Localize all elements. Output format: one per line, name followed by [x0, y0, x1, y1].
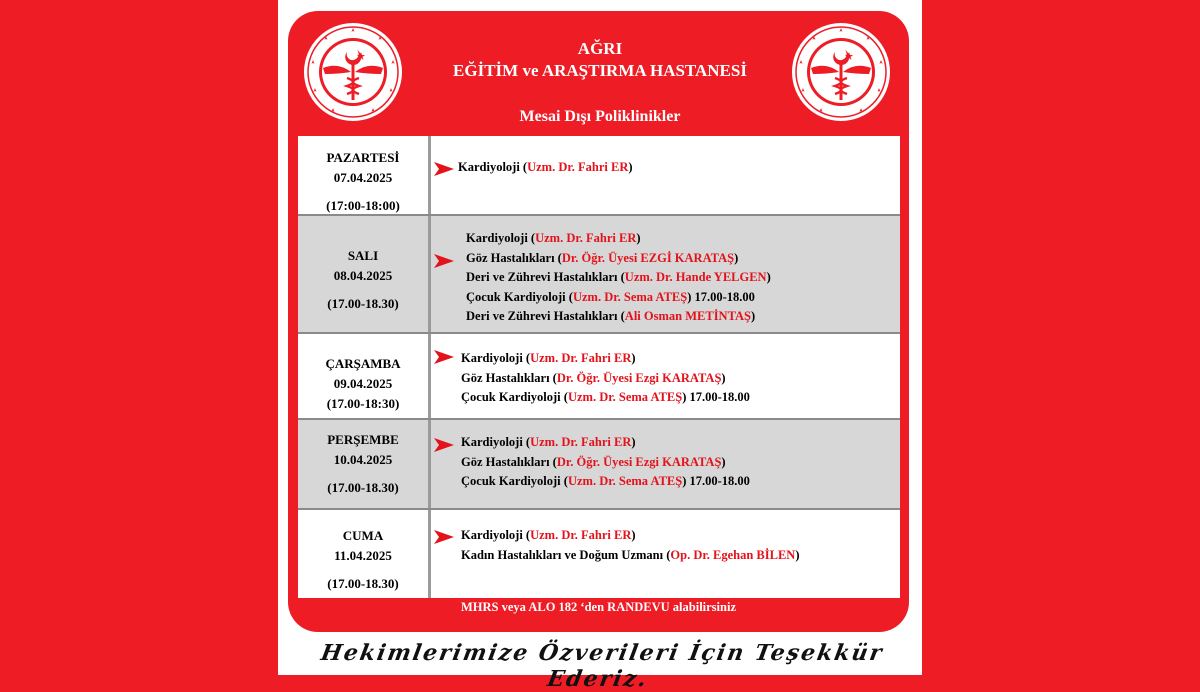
day-hours: (17:00-18:00) — [326, 198, 400, 213]
schedule-row-friday — [298, 510, 900, 598]
department: Göz Hastalıkları ( — [461, 454, 557, 469]
clinic-entry — [461, 453, 750, 473]
doctor-name: Uzm. Dr. Hande YELGEN — [624, 270, 767, 284]
clinic-entry — [461, 526, 799, 546]
doctor-name: Dr. Öğr. Üyesi EZGİ KARATAŞ — [561, 250, 735, 265]
clinic-entry — [461, 349, 750, 369]
doctor-name: Op. Dr. Egehan BİLEN — [670, 547, 796, 562]
day-date: 08.04.2025 — [333, 268, 393, 283]
entry-suffix: ) 17.00-18.00 — [687, 289, 755, 304]
day-name: PERŞEMBE — [327, 432, 399, 447]
department: Kardiyoloji ( — [461, 528, 531, 542]
entry-suffix: ) — [721, 454, 726, 469]
day-hours: (17.00-18:30) — [326, 396, 400, 411]
entry-suffix: ) 17.00-18.00 — [682, 390, 750, 404]
department: Göz Hastalıkları ( — [461, 370, 557, 385]
day-name: ÇARŞAMBA — [325, 356, 401, 371]
clinic-list — [461, 526, 799, 565]
arrow-right-icon — [434, 530, 454, 544]
entry-suffix: ) — [750, 309, 756, 323]
day-name: CUMA — [342, 528, 384, 543]
doctor-name: Uzm. Dr. Fahri ER — [530, 528, 632, 542]
clinic-entry — [461, 388, 750, 408]
day-hours: (17.00-18.30) — [327, 296, 399, 311]
department: Deri ve Zührevi Hastalıkları ( — [466, 270, 625, 284]
arrow-right-icon — [434, 254, 454, 268]
entry-suffix: ) — [631, 435, 636, 449]
page-subtitle: Mesai Dışı Poliklinikler — [519, 108, 681, 125]
doctor-name: Dr. Öğr. Üyesi Ezgi KARATAŞ — [556, 454, 722, 469]
clinic-entry — [458, 158, 633, 178]
department: Çocuk Kardiyoloji ( — [461, 474, 568, 488]
schedule-row-tuesday — [298, 216, 900, 334]
day-name: SALI — [347, 248, 379, 263]
clinic-entry — [461, 369, 750, 389]
doctor-name: Uzm. Dr. Fahri ER — [530, 351, 632, 365]
department: Kardiyoloji ( — [461, 351, 531, 365]
day-date: 09.04.2025 — [333, 376, 393, 391]
entry-suffix: ) — [631, 351, 636, 365]
entry-suffix: ) — [631, 528, 636, 542]
day-cell — [298, 354, 428, 414]
schedule-table — [298, 136, 900, 598]
schedule-row-monday — [298, 136, 900, 216]
doctor-name: Dr. Öğr. Üyesi Ezgi KARATAŞ — [556, 370, 722, 385]
hospital-title — [400, 38, 800, 82]
entry-suffix: ) — [721, 370, 726, 385]
entry-suffix: ) — [628, 160, 633, 174]
department: Göz Hastalıkları ( — [466, 250, 562, 265]
clinic-entry — [466, 268, 771, 288]
clinic-entry — [466, 307, 771, 327]
department: Kardiyoloji ( — [466, 231, 536, 245]
clinic-entry — [461, 546, 799, 566]
entry-suffix: ) — [766, 270, 771, 284]
caduceus-crescent-seal-icon — [791, 22, 891, 122]
clinic-entry — [466, 229, 771, 249]
entry-suffix: ) — [734, 250, 739, 265]
doctor-name: Uzm. Dr. Sema ATEŞ — [567, 474, 683, 488]
arrow-right-icon — [434, 438, 454, 452]
doctor-name: Uzm. Dr. Sema ATEŞ — [567, 390, 683, 404]
clinic-entry — [461, 472, 750, 492]
day-date: 07.04.2025 — [333, 170, 393, 185]
day-cell — [298, 246, 428, 314]
doctor-name: Uzm. Dr. Fahri ER — [527, 160, 629, 174]
clinic-entry — [466, 249, 771, 269]
clinic-list — [461, 433, 750, 492]
column-divider — [428, 136, 431, 216]
day-name: PAZARTESİ — [326, 150, 400, 165]
department: Kardiyoloji ( — [458, 160, 528, 174]
department: Çocuk Kardiyoloji ( — [461, 390, 568, 404]
entry-suffix: ) 17.00-18.00 — [682, 474, 750, 488]
caduceus-crescent-seal-icon — [303, 22, 403, 122]
column-divider — [428, 510, 431, 598]
doctor-name: Uzm. Dr. Sema ATEŞ — [572, 289, 688, 304]
doctor-name: Uzm. Dr. Fahri ER — [530, 435, 632, 449]
schedule-row-thursday — [298, 420, 900, 510]
clinic-list — [458, 158, 633, 178]
day-cell — [298, 526, 428, 594]
arrow-right-icon — [434, 162, 454, 176]
column-divider — [428, 334, 431, 420]
column-divider — [428, 216, 431, 334]
arrow-right-icon — [434, 350, 454, 364]
thanks-message: Hekimlerimize Özverileri İçin Teşekkür Ederiz. — [318, 640, 886, 692]
day-date: 11.04.2025 — [334, 548, 392, 563]
department: Çocuk Kardiyoloji ( — [466, 289, 573, 304]
city-name: AĞRI — [577, 39, 623, 58]
day-hours: (17.00-18.30) — [327, 576, 399, 591]
day-hours: (17.00-18.30) — [327, 480, 399, 495]
clinic-entry — [461, 433, 750, 453]
column-divider — [428, 420, 431, 510]
department: Kadın Hastalıkları ve Doğum Uzmanı ( — [461, 547, 671, 562]
hospital-name: EĞİTİM ve ARAŞTIRMA HASTANESİ — [453, 61, 747, 80]
doctor-name: Uzm. Dr. Fahri ER — [535, 231, 637, 245]
department: Deri ve Zührevi Hastalıkları ( — [466, 309, 625, 323]
appointment-note: MHRS veya ALO 182 ‘den RANDEVU alabilirsiniz — [460, 600, 736, 614]
doctor-name: Ali Osman METİNTAŞ — [624, 309, 751, 323]
clinic-list — [461, 349, 750, 408]
day-cell — [298, 430, 428, 498]
clinic-entry — [466, 288, 771, 308]
clinic-list — [466, 229, 771, 327]
entry-suffix: ) — [795, 547, 800, 562]
day-cell — [298, 148, 428, 216]
day-date: 10.04.2025 — [333, 452, 393, 467]
department: Kardiyoloji ( — [461, 435, 531, 449]
schedule-row-wednesday — [298, 334, 900, 420]
entry-suffix: ) — [636, 231, 641, 245]
